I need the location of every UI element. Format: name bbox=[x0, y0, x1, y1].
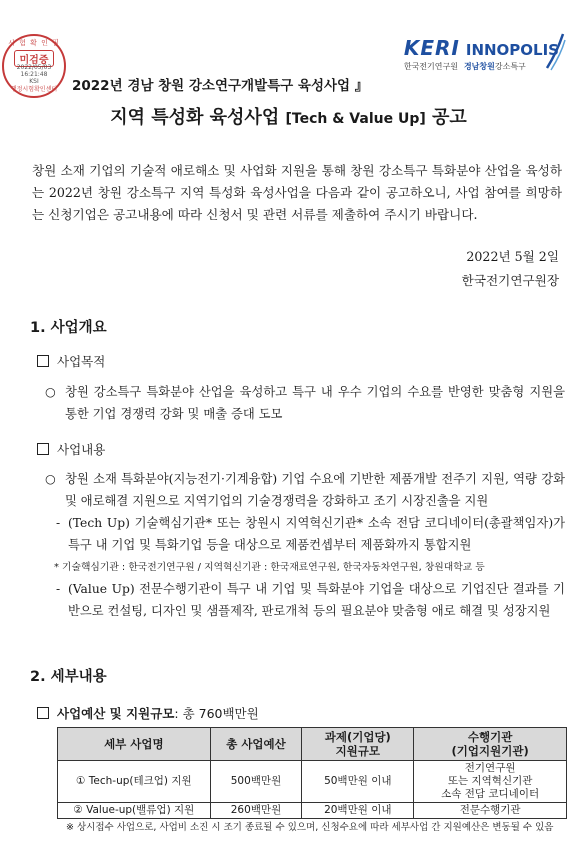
tech-up-item bbox=[56, 512, 565, 556]
agency-line: 또는 지역혁신기관 bbox=[447, 775, 533, 787]
table-cell: 전문수행기관 bbox=[414, 803, 567, 819]
stamp-time: 16:21:48 bbox=[20, 71, 48, 78]
stamp-date: 2022/05/03 bbox=[16, 64, 52, 71]
title-korean: 지역 특성화 육성사업 bbox=[110, 107, 280, 128]
budget-table bbox=[57, 727, 567, 819]
verification-stamp bbox=[2, 34, 66, 98]
table-cell: ① Tech-up(테크업) 지원 bbox=[58, 761, 211, 803]
page-subtitle: 2022년 경남 창원 강소연구개발특구 육성사업 』 bbox=[72, 78, 369, 94]
page-title bbox=[0, 103, 577, 129]
keri-innopolis-logo bbox=[404, 36, 559, 72]
budget-footnote: ※ 상시접수 사업으로, 사업비 소진 시 조기 종료될 수 있으며, 신청수요에 따라 세부사업 간 지원예산은 변동될 수 있음 bbox=[66, 822, 554, 833]
institution-note: * 기술핵심기관 : 한국전기연구원 / 지역혁신기관 : 한국재료연구원, 한국자동차연구원, 창원대학교 등 bbox=[54, 562, 485, 573]
stamp-mark: 미검증 bbox=[14, 50, 54, 67]
table-header: 과제(기업당) 지원규모 bbox=[302, 728, 414, 761]
stamp-datetime bbox=[4, 64, 64, 85]
budget-heading-label: 사업예산 및 지원규모 bbox=[57, 706, 175, 721]
table-cell: 500백만원 bbox=[210, 761, 302, 803]
circle-bullet-icon: ○ bbox=[45, 472, 56, 486]
agency-line: 전기연구원 bbox=[464, 762, 516, 774]
dash-bullet-icon: - bbox=[56, 516, 61, 530]
section1-title: 1. 사업개요 bbox=[30, 320, 107, 336]
checkbox-square-icon bbox=[37, 355, 49, 367]
intro-paragraph: 창원 소재 기업의 기술적 애로해소 및 사업화 지원을 통해 창원 강소특구 특화분야 산업을 육성하는 2022년 창원 강소특구 지역 특성화 육성사업을 다음과 같이 공고하오니, 사업 참여를 희망하는 신청기업은 공고내용에 따라 신청서 및 관련 서류를 제출하여 주시기 바랍니다. bbox=[32, 163, 562, 222]
logo-keri: KERI bbox=[403, 36, 460, 60]
purpose-text: 창원 강소특구 특화분야 산업을 육성하고 특구 내 우수 기업의 수요를 반영한 맞춤형 지원을 통한 기업 경쟁력 강화 및 매출 증대 도모 bbox=[65, 385, 565, 421]
budget-heading bbox=[37, 704, 259, 722]
title-end: 공고 bbox=[432, 107, 467, 128]
table-cell: ② Value-up(밸류업) 지원 bbox=[58, 803, 211, 819]
table-cell bbox=[414, 761, 567, 803]
circle-bullet-icon: ○ bbox=[45, 385, 56, 399]
dash-bullet-icon: - bbox=[56, 582, 61, 596]
issuer: 한국전기연구원장 bbox=[461, 273, 559, 288]
section2-title: 2. 세부내용 bbox=[30, 669, 107, 685]
stamp-top-text: 시 험 확 인 필 bbox=[8, 39, 60, 47]
content-heading-label: 사업내용 bbox=[57, 442, 106, 457]
stamp-bottom-text: 행정시험확인센터 bbox=[10, 86, 58, 93]
logo-zone: 경남창원 bbox=[463, 62, 495, 71]
content-text: 창원 소재 특화분야(지능전기·기계융합) 기업 수요에 기반한 제품개발 전주기 지원, 역량 강화 및 애로해결 지원으로 지역기업의 기술경쟁력을 강화하고 조기 시장진출을 지원 bbox=[65, 472, 565, 508]
agency-line: 소속 전담 코디네이터 bbox=[441, 788, 540, 800]
swoosh-icon bbox=[543, 32, 567, 72]
value-up-text: (Value Up) 전문수행기관이 특구 내 기업 및 특화분야 기업을 대상으로 기업진단 결과를 기반으로 컨설팅, 디자인 및 샘플제작, 판로개척 등의 필요분야 맞춤형 애로 해결 및 성장지원 bbox=[68, 582, 565, 618]
tech-up-text: (Tech Up) 기술핵심기관* 또는 창원시 지역혁신기관* 소속 전담 코디네이터(총괄책임자)가 특구 내 기업 및 특화기업 등을 대상으로 제품컨셉부터 제품화까지 통합지원 bbox=[68, 516, 565, 552]
purpose-bullet bbox=[45, 381, 565, 425]
checkbox-square-icon bbox=[37, 443, 49, 455]
table-header: 수행기관 (기업지원기관) bbox=[414, 728, 567, 761]
content-bullet bbox=[45, 468, 565, 512]
table-cell: 260백만원 bbox=[210, 803, 302, 819]
title-english: [Tech & Value Up] bbox=[285, 111, 426, 127]
table-row bbox=[58, 803, 567, 819]
table-cell: 50백만원 이내 bbox=[302, 761, 414, 803]
table-cell: 20백만원 이내 bbox=[302, 803, 414, 819]
table-header: 세부 사업명 bbox=[58, 728, 211, 761]
purpose-heading bbox=[37, 352, 105, 370]
logo-org: 한국전기연구원 bbox=[403, 62, 458, 71]
value-up-item bbox=[56, 578, 565, 622]
table-row bbox=[58, 761, 567, 803]
announcement-date: 2022년 5월 2일 bbox=[466, 249, 559, 264]
logo-innopolis: INNOPOLIS bbox=[465, 41, 559, 59]
budget-total: : 총 760백만원 bbox=[174, 706, 259, 721]
checkbox-square-icon bbox=[37, 707, 49, 719]
logo-zone-suffix: 강소특구 bbox=[494, 62, 526, 71]
stamp-code: KSI bbox=[29, 78, 39, 85]
purpose-heading-label: 사업목적 bbox=[57, 354, 106, 369]
content-heading bbox=[37, 440, 105, 458]
table-header: 총 사업예산 bbox=[210, 728, 302, 761]
